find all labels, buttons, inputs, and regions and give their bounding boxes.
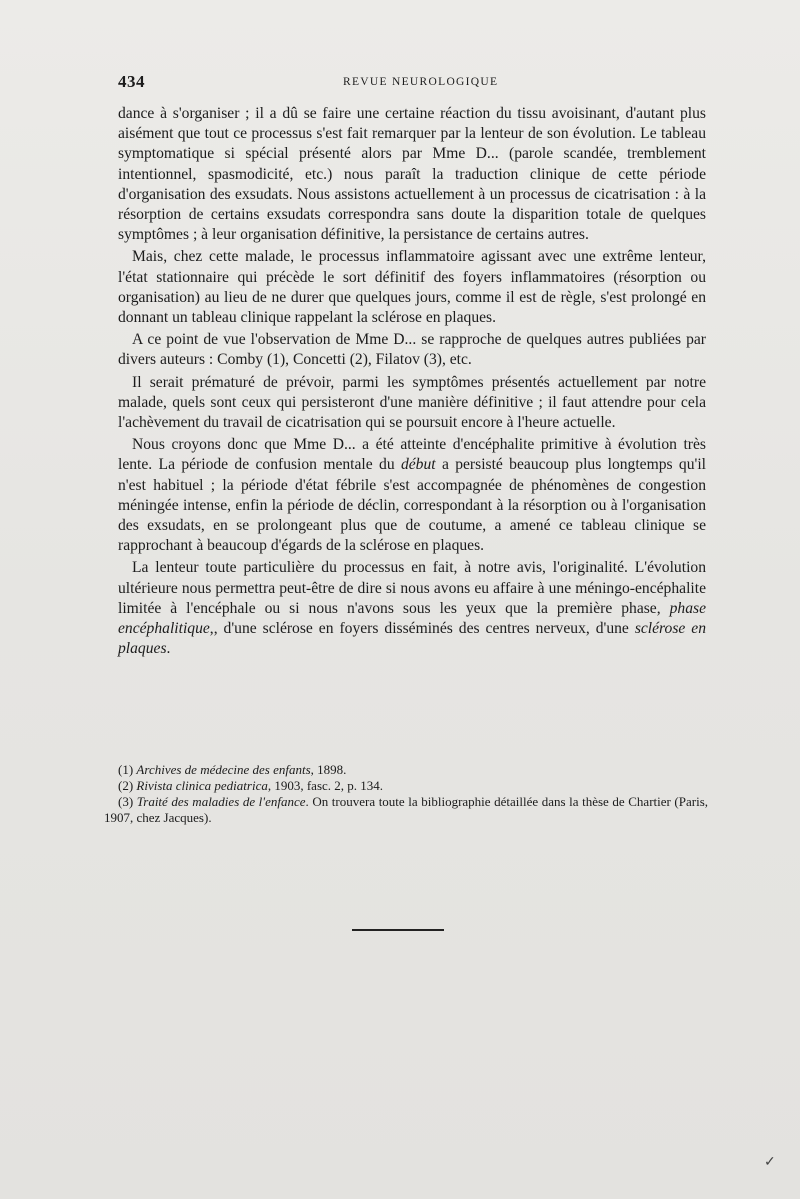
italic-text: début <box>400 456 436 474</box>
text-segment: (2) <box>118 778 137 793</box>
page-header <box>118 72 708 96</box>
text-segment: Nous croyons donc que Mme D... a été atteinte d'encéphalite primitive à évolution très lente. La période de confusion mentale du <box>118 436 706 474</box>
text-segment: . <box>166 640 171 658</box>
text-segment: La lenteur toute particulière du processus en fait, à notre avis, l'originalité. L'évolution ultérieure nous permettra peut-être de dire si nous avons eu affaire à une méningo-encéphalite limitée à l'encéphale ou si nous n'avons sous les yeux que la première phase, <box>118 559 706 617</box>
text-segment: , 1903, fasc. 2, p. 134. <box>267 778 384 793</box>
text-segment: Mais, chez cette malade, le processus inflammatoire agissant avec une extrême lenteur, l'état stationnaire qui précède le sort définitif des foyers inflammatoires (résorption ou organisation) au lieu de ne durer que quelques jours, comme il est de règle, s'est prolongé en donnant un tableau clinique rappelant la sclérose en plaques. <box>118 248 706 327</box>
text-segment: (1) <box>118 762 137 777</box>
italic-text: Traité des maladies de l'enfance <box>136 794 306 809</box>
italic-text: phase encéphalitique <box>118 599 706 638</box>
text-segment: (3) <box>118 794 137 809</box>
paragraph <box>118 104 706 245</box>
footnote <box>104 794 708 826</box>
paragraph <box>118 435 706 556</box>
footnote <box>104 778 708 794</box>
text-segment: dance à s'organiser ; il a dû se faire une certaine réaction du tissu avoisinant, d'autant plus aisément que tout ce processus s'est fait remarquer par la lenteur de son évolution. Le tableau symptomatique si spécial présenté alors par Mme D... (parole scandée, tremblement intentionnel, spasmodicité, etc.) nous paraît la traduction clinique de cette période d'organisation des exsudats. Nous assistons actuellement à un processus de cicatrisation : à la résorption de certains exsudats correspondra sans doute la disparition totale de quelques symptômes ; à leur organisation définitive, la persistance de certains autres. <box>118 105 706 244</box>
text-segment: Il serait prématuré de prévoir, parmi les symptômes présentés actuellement par notre malade, quels sont ceux qui persisteront d'une manière définitive ; il faut attendre pour cela l'achèvement du travail de cicatrisation qui se poursuit encore à l'heure actuelle. <box>118 373 706 432</box>
paragraph <box>118 558 706 659</box>
page-number: 434 <box>118 72 145 91</box>
italic-text: Archives de médecine des enfants <box>136 762 311 777</box>
running-title: REVUE NEUROLOGIQUE <box>343 76 499 88</box>
footnote <box>104 762 708 778</box>
text-segment: ,, d'une sclérose en foyers disséminés des centres nerveux, d'une <box>209 620 635 638</box>
text-segment: , 1898. <box>310 762 347 777</box>
italic-text: Rivista clinica pediatrica <box>136 778 268 793</box>
text-segment: . On trouvera toute la bibliographie détaillée dans la thèse de Chartier (Paris, 1907, chez Jacques). <box>104 794 709 825</box>
text-segment: a persisté beaucoup plus longtemps qu'il n'est habituel ; la période d'état fébrile s'est accompagnée de phénomènes de congestion méningée intense, enfin la période de déclin, correspondant à la résorption ou à l'organisation des exsudats, en se prolongeant plus que de coutume, a amené ce tableau clinique se rapprochant à beaucoup d'égards de la sclérose en plaques. <box>118 456 706 555</box>
paragraph <box>118 247 706 328</box>
corner-check-mark: ✓ <box>764 1155 776 1170</box>
italic-text: sclérose en plaques <box>118 620 707 658</box>
paragraph <box>118 330 706 370</box>
body-text <box>118 104 706 661</box>
footnotes <box>104 762 708 826</box>
paragraph <box>118 373 706 434</box>
text-segment: A ce point de vue l'observation de Mme D... se rapproche de quelques autres publiées par divers auteurs : Comby (1), Concetti (2), Filatov (3), etc. <box>118 331 706 369</box>
end-rule <box>352 929 444 931</box>
